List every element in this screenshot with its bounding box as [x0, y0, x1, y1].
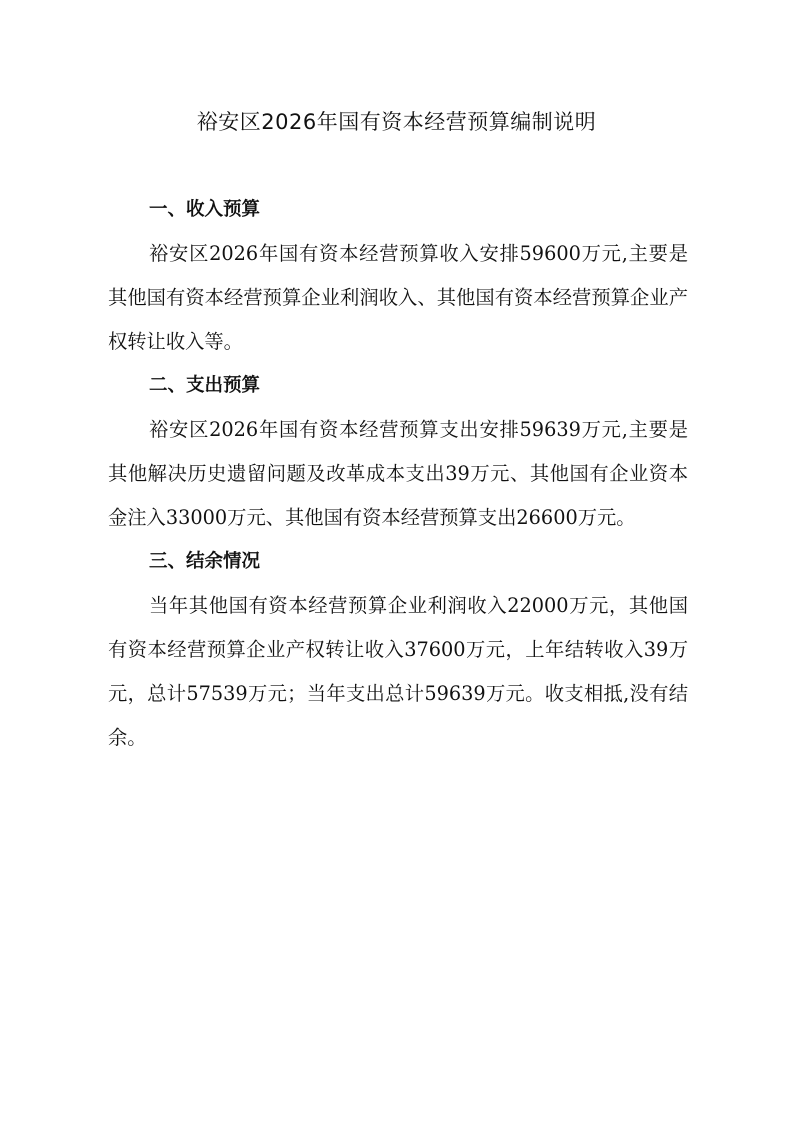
section-paragraph: 裕安区2026年国有资本经营预算支出安排59639万元,主要是其他解决历史遗留问题及改革成本支出39万元、其他国有企业资本金注入33000万元、其他国有资本经营预算支出26600万元。 [108, 418, 688, 529]
section-heading: 一、收入预算 [149, 199, 261, 220]
section-paragraph: 裕安区2026年国有资本经营预算收入安排59600万元,主要是其他国有资本经营预算企业利润收入、其他国有资本经营预算企业产权转让收入等。 [108, 242, 688, 353]
section-heading: 二、支出预算 [149, 375, 261, 396]
section-heading: 三、结余情况 [149, 551, 261, 572]
section-paragraph: 当年其他国有资本经营预算企业利润收入22000万元，其他国有资本经营预算企业产权转让收入37600万元，上年结转收入39万元，总计57539万元；当年支出总计59639万元。收支相抵,没有结余。 [108, 594, 688, 749]
section-income-budget [108, 188, 688, 364]
document-title: 裕安区2026年国有资本经营预算编制说明 [196, 110, 597, 134]
section-balance [108, 540, 688, 760]
section-expenditure-budget [108, 364, 688, 540]
document-body [108, 188, 688, 760]
